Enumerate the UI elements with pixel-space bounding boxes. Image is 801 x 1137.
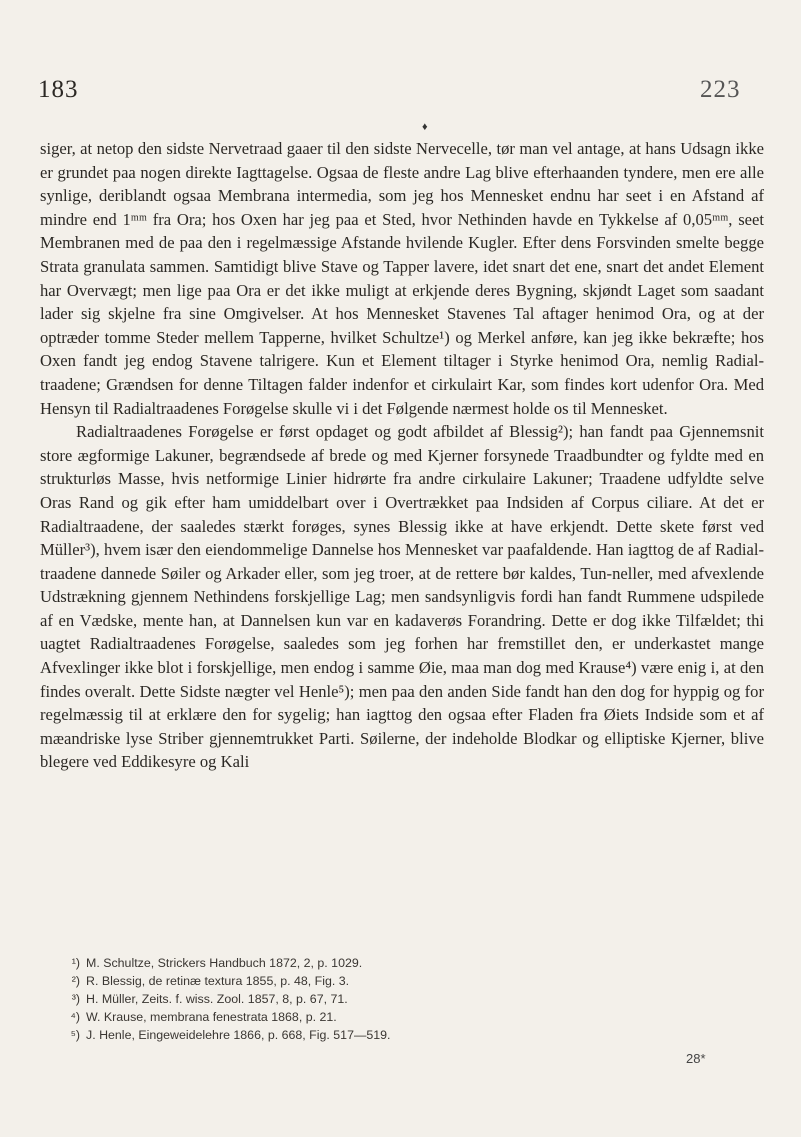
footnote-text: W. Krause, membrana fenestrata 1868, p. 21. xyxy=(86,1010,337,1024)
footnote-text: J. Henle, Eingeweidelehre 1866, p. 668, Fig. 517—519. xyxy=(86,1028,391,1042)
footnote-2 xyxy=(40,972,764,990)
footnote-mark: ⁵) xyxy=(70,1028,80,1042)
page-number-left: 183 xyxy=(38,76,79,103)
page-number-right: 223 xyxy=(700,76,741,103)
paragraph-1: siger, at netop den sidste Nervetraad gaaer til den sidste Nervecelle, tør man vel antage, at hans Udsagn ikke er grundet paa nogen direkte Iagttagelse. Ogsaa de fleste andre Lag blive efterhaanden tyndere, men ere alle synlige, deriblandt ogsaa Membrana intermedia, som jeg hos Mennesket endnu har seet i en Afstand af mindre end 1ᵐᵐ fra Ora; hos Oxen har jeg paa et Sted, hvor Nethinden havde en Tykkelse af 0,05ᵐᵐ, seet Membranen med de paa den i regelmæssige Afstande hvilende Kugler. Efter dens Forsvinden smelte begge Strata granulata sammen. Samtidigt blive Stave og Tapper lavere, idet snart det ene, snart det andet Element har Overvægt; men lige paa Ora er det ikke muligt at erkjende deres Bygning, skjøndt Laget som saadant lader sig skjelne fra sine Omgivelser. At hos Mennesket Stavenes Tal aftager henimod Ora, og at der optræder tomme Steder mellem Tapperne, hvilket Schultze¹) og Merkel anføre, kan jeg ikke bekræfte; hos Oxen fandt jeg endog Stavene talrigere. Kun et Element tiltager i Styrke henimod Ora, nemlig Radial-traadene; Grændsen for denne Tiltagen falder indenfor et cirkulairt Kar, som findes kort udenfor Ora. Med Hensyn til Radialtraadenes Forøgelse skulle vi i det Følgende nærmest holde os til Mennesket. xyxy=(40,139,764,418)
footnote-mark: ³) xyxy=(71,992,80,1006)
signature-mark: 28* xyxy=(686,1051,706,1066)
paragraph-2: Radialtraadenes Forøgelse er først opdaget og godt afbildet af Blessig²); han fandt paa Gjennemsnit store ægformige Lakuner, begrændsede af brede og med Kjerner forsynede Traadbundter og fyldte med en strukturløs Masse, hvis netformige Linier hidrørte fra andre cirkulaire Lakuner; Traadene udfyldte selve Oras Rand og gik efter ham umiddelbart over i Overtrækket paa Indsiden af Corpus ciliare. At det er Radialtraadene, der saaledes stærkt forøges, synes Blessig ikke at have erkjendt. Dette skete først ved Müller³), hvem især den eiendommelige Dannelse hos Mennesket var paafaldende. Han iagttog de af Radial-traadene dannede Søiler og Arkader eller, som jeg troer, at de rettere bør kaldes, Tun-neller, med afvexlende Udstrækning gjennem Nethindens forskjellige Lag; men sandsynligvis fordi han fandt Rummene udspilede af en Vædske, mente han, at Dannelsen kun var en kadaverøs Forandring. Dette er dog ikke Tilfældet; thi uagtet Radialtraadenes Forøgelse, saaledes som jeg forhen har fremstillet den, er underkastet mange Afvexlinger ikke blot i forskjellige, men endog i samme Øie, maa man dog med Krause⁴) være enig i, at den findes overalt. Dette Sidste nægter vel Henle⁵); men paa den anden Side fandt han den dog for hyppig og for regelmæssig til at erklære den for sygelig; han iagttog den ogsaa efter Fladen fra Øiets Indside som et af mæandriske lyse Striber gjennemtrukket Parti. Søilerne, der indeholde Blodkar og elliptiske Kjerner, blive blegere ved Eddikesyre og Kali xyxy=(40,422,764,772)
footnote-text: M. Schultze, Strickers Handbuch 1872, 2, p. 1029. xyxy=(86,956,363,970)
footnote-mark: ⁴) xyxy=(70,1010,80,1024)
page-marker: ♦ xyxy=(422,121,428,133)
body-text xyxy=(40,137,764,774)
footnote-text: R. Blessig, de retinæ textura 1855, p. 48, Fig. 3. xyxy=(86,974,350,988)
footnote-3 xyxy=(40,990,764,1008)
footnote-1 xyxy=(40,954,764,972)
footnote-text: H. Müller, Zeits. f. wiss. Zool. 1857, 8, p. 67, 71. xyxy=(86,992,348,1006)
footnote-5 xyxy=(40,1026,764,1044)
footnotes xyxy=(40,954,764,1044)
footnote-mark: ²) xyxy=(71,974,80,988)
footnote-4 xyxy=(40,1008,764,1026)
footnote-mark: ¹) xyxy=(71,956,80,970)
